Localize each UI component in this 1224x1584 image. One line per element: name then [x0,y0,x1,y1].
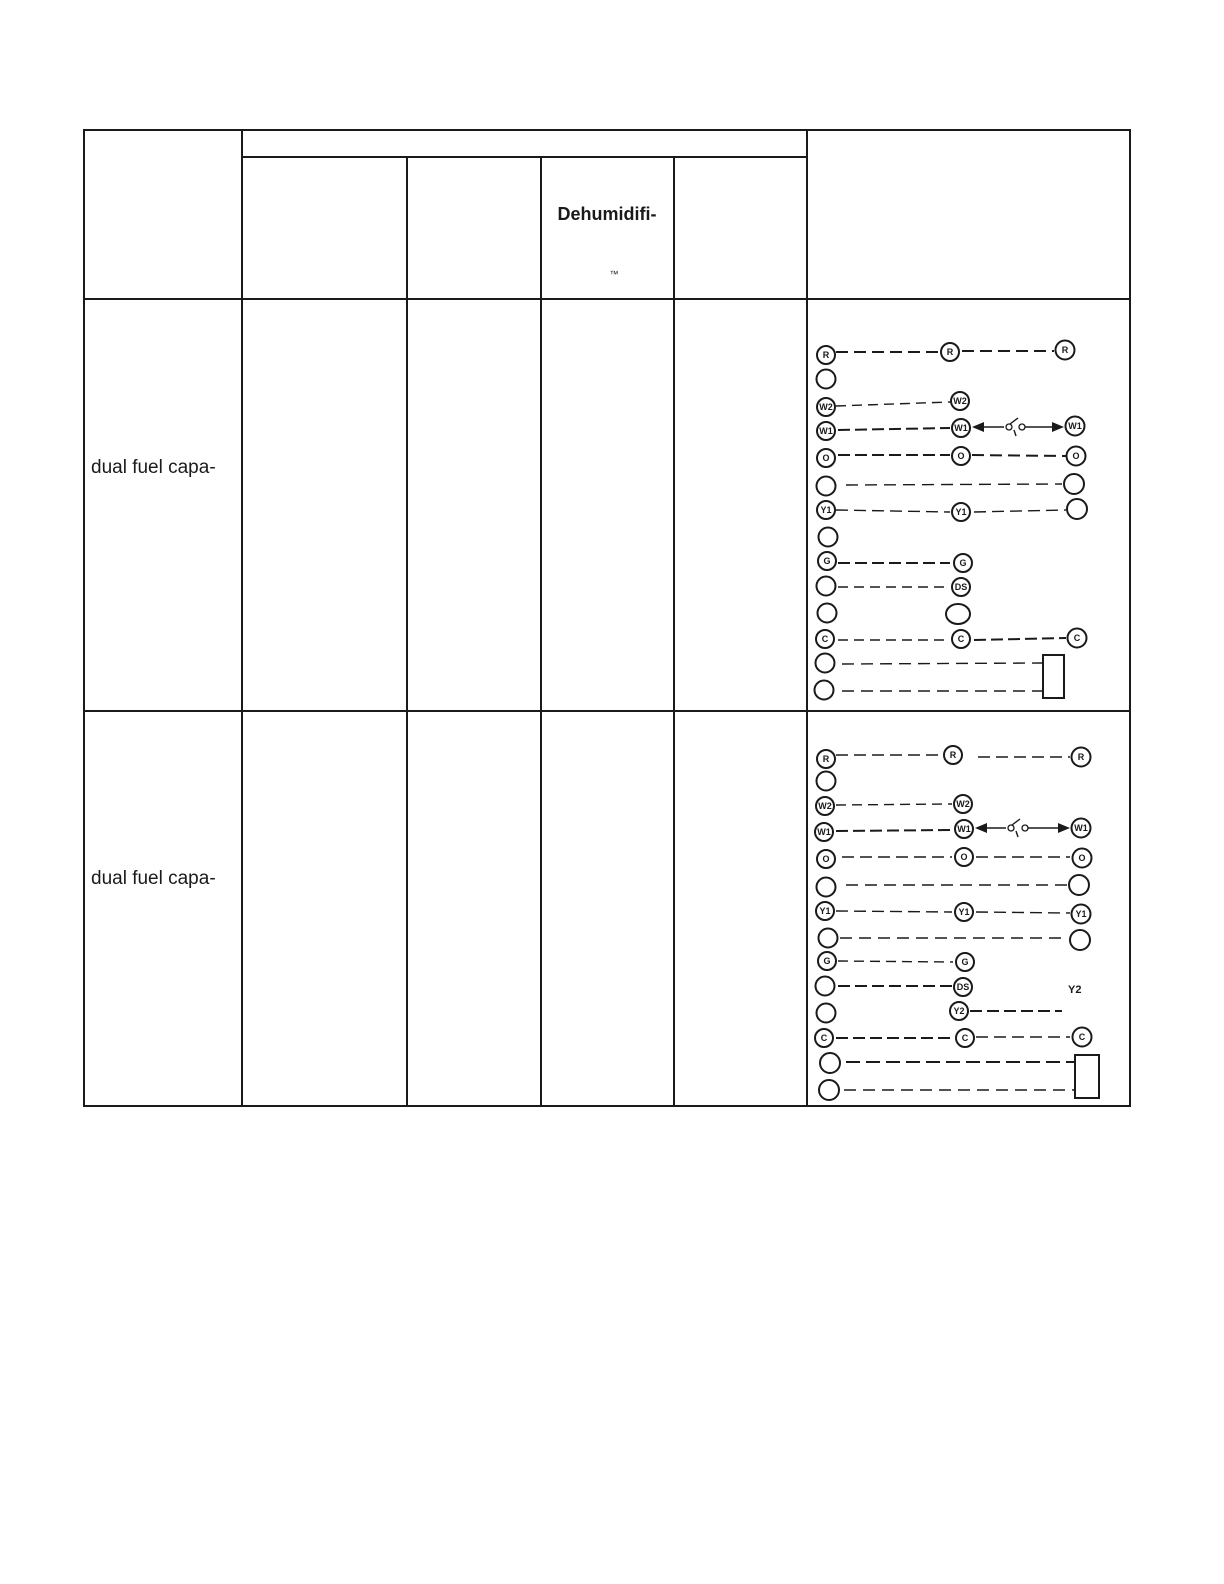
row1-right-terminal-c [1068,629,1087,648]
svg-text:R: R [822,754,830,764]
svg-text:Y1: Y1 [955,507,967,517]
row1-mid-terminal-g [954,554,972,572]
row2-left-terminal-c [815,1029,833,1047]
row1-wiring-diagram [815,341,1088,700]
row1-mid-terminal-c [952,630,970,648]
svg-text:W1: W1 [957,824,971,834]
svg-text:W2: W2 [819,402,833,412]
header-trademark-mark: ™ [609,269,619,279]
row2-mid-terminal-w2 [954,795,972,813]
row1-left-terminal-blank7 [815,681,834,700]
row1-left-terminal-blank5 [818,604,837,623]
svg-text:O: O [1072,451,1080,461]
row1-left-terminal-blank6 [816,654,835,673]
row1-left-terminal-o [817,449,835,467]
row1-mid-terminal-o [952,447,970,465]
svg-text:G: G [823,556,831,566]
svg-text:G: G [959,558,967,568]
svg-text:DS: DS [956,982,970,992]
row1-mid-terminal-r [941,343,959,361]
row2-mid-terminal-g [956,953,974,971]
row2-left-terminal-blank7 [819,1080,839,1100]
row1-mid-terminal-ds [952,578,970,596]
row2-right-terminal-r [1072,748,1091,767]
row2-wiring-diagram [815,746,1099,1100]
row1-mid-terminal-y1 [952,503,970,521]
row2-right-terminal-c [1073,1028,1092,1047]
row1-left-terminal-blank2 [817,477,836,496]
row2-left-terminal-w1 [815,823,833,841]
svg-text:G: G [961,957,969,967]
svg-text:Y1: Y1 [819,906,831,916]
row2-left-terminal-g [818,952,836,970]
row2-mid-terminal-y2 [950,1002,968,1020]
row2-mid-terminal-y1 [955,903,973,921]
svg-text:W1: W1 [819,426,833,436]
row2-mid-terminal-r [944,746,962,764]
svg-text:Y1: Y1 [820,505,832,515]
row1-left-terminal-y1 [817,501,835,519]
svg-text:W1: W1 [817,827,831,837]
svg-text:Y1: Y1 [1075,909,1087,919]
svg-text:C: C [961,1033,969,1043]
row1-left-terminal-g [818,552,836,570]
row2-left-terminal-w2 [816,797,834,815]
row1-col1-text: dual fuel capa- [91,457,216,478]
row2-left-terminal-blank5 [817,1004,836,1023]
row2-mid-terminal-o [955,848,973,866]
svg-text:C: C [820,1033,828,1043]
row2-left-terminal-blank2 [817,878,836,897]
row1-left-terminal-blank3 [819,528,838,547]
row1-right-terminal-blank2 [1067,499,1087,519]
svg-text:O: O [822,854,830,864]
svg-text:Y2: Y2 [953,1006,965,1016]
row2-left-terminal-blank4 [816,977,835,996]
row2-right-terminal-o [1073,849,1092,868]
row1-right-terminal-o [1067,447,1086,466]
header-dehumidifier-label: Dehumidifi- [557,204,657,224]
svg-text:W1: W1 [1074,823,1088,833]
svg-text:R: R [946,347,954,357]
svg-text:O: O [1078,853,1086,863]
row1-right-terminal-w1 [1066,417,1085,436]
row2-left-terminal-blank1 [817,772,836,791]
row2-col1-text: dual fuel capa- [91,868,216,889]
svg-text:R: R [1077,752,1085,762]
svg-text:C: C [821,634,829,644]
row1-left-terminal-c [816,630,834,648]
row1-mid-terminal-w2 [951,392,969,410]
svg-text:W1: W1 [954,423,968,433]
row2-diagram-note: Y2 [1068,984,1082,996]
row2-mid-terminal-c [956,1029,974,1047]
row1-left-terminal-blank4 [817,577,836,596]
row2-left-terminal-r [817,750,835,768]
row1-left-terminal-r [817,346,835,364]
svg-text:C: C [1073,633,1081,643]
row2-right-terminal-blank1 [1069,875,1089,895]
svg-text:O: O [822,453,830,463]
row2-mid-terminal-ds [954,978,972,996]
row1-left-terminal-blank1 [817,370,836,389]
row2-left-terminal-blank3 [819,929,838,948]
row1-mid-terminal-blank [946,604,970,624]
svg-text:O: O [957,451,965,461]
svg-text:R: R [949,750,957,760]
svg-text:W2: W2 [956,799,970,809]
svg-text:DS: DS [954,582,968,592]
row2-right-terminal-blank2 [1070,930,1090,950]
svg-text:G: G [823,956,831,966]
row1-right-terminal-r [1056,341,1075,360]
svg-text:R: R [1061,345,1069,355]
svg-text:C: C [957,634,965,644]
svg-text:W2: W2 [818,801,832,811]
svg-text:Y1: Y1 [958,907,970,917]
svg-text:O: O [960,852,968,862]
row1-left-terminal-w2 [817,398,835,416]
row1-right-terminal-blank1 [1064,474,1084,494]
svg-text:W2: W2 [953,396,967,406]
svg-text:R: R [822,350,830,360]
row2-left-terminal-y1 [816,902,834,920]
row1-left-terminal-w1 [817,422,835,440]
row2-mid-terminal-w1 [955,820,973,838]
row2-left-terminal-o [817,850,835,868]
svg-text:W1: W1 [1068,421,1082,431]
row2-left-terminal-blank6 [820,1053,840,1073]
row2-right-terminal-w1 [1072,819,1091,838]
row2-right-terminal-y1 [1072,905,1091,924]
row1-mid-terminal-w1 [952,419,970,437]
svg-text:C: C [1078,1032,1086,1042]
